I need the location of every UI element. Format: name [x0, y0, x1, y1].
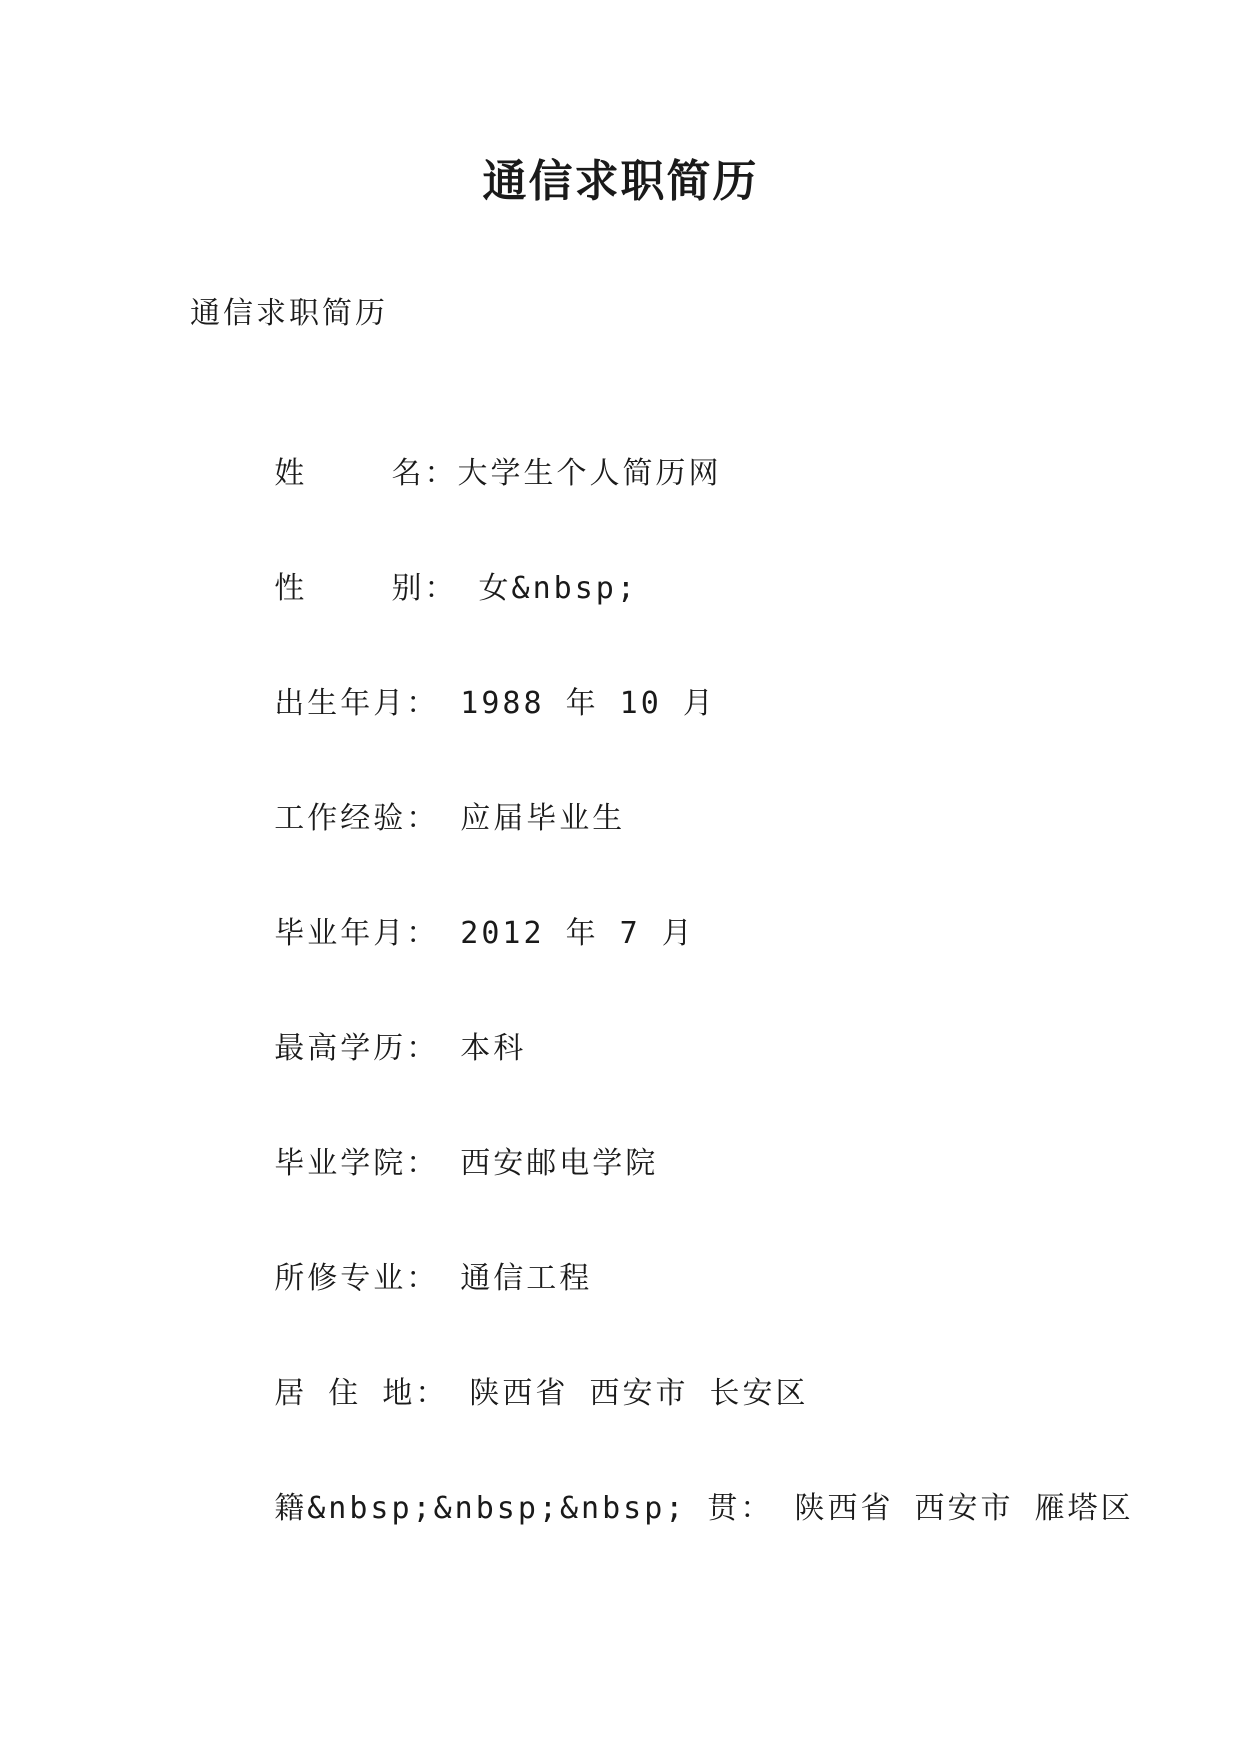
field-value: 西安邮电学院	[439, 1146, 659, 1181]
field-row-native-place	[190, 1443, 1134, 1526]
field-row-gender	[190, 523, 638, 606]
field-label: 毕业学院：	[274, 1146, 440, 1181]
field-value: 应届毕业生	[439, 801, 626, 836]
field-row-name	[190, 408, 722, 491]
document-title: 通信求职简历	[482, 156, 759, 207]
field-value: 女&nbsp;	[457, 571, 638, 606]
field-value: 陕西省 西安市 长安区	[448, 1376, 809, 1411]
field-value: 本科	[439, 1031, 527, 1066]
document-subtitle: 通信求职简历	[190, 296, 388, 331]
field-row-graduation-date	[190, 868, 695, 951]
field-value: 通信工程	[439, 1261, 593, 1296]
field-label: 最高学历：	[274, 1031, 440, 1066]
field-label: 出生年月：	[274, 686, 440, 721]
field-label: 性 别：	[274, 571, 458, 606]
field-value: 2012 年 7 月	[439, 916, 695, 951]
field-label: 姓 名：	[274, 456, 458, 491]
field-label: 所修专业：	[274, 1261, 440, 1296]
field-value: 1988 年 10 月	[439, 686, 716, 721]
field-row-experience	[190, 753, 626, 836]
field-row-college	[190, 1098, 659, 1181]
field-row-birth	[190, 638, 716, 721]
field-row-education	[190, 983, 527, 1066]
field-label: 工作经验：	[274, 801, 440, 836]
field-label: 毕业年月：	[274, 916, 440, 951]
field-value: 大学生个人简历网	[457, 456, 722, 491]
field-label: 籍&nbsp;&nbsp;&nbsp; 贯：	[274, 1491, 774, 1526]
field-label: 居 住 地：	[274, 1376, 449, 1411]
field-row-major	[190, 1213, 593, 1296]
field-row-residence	[190, 1328, 809, 1411]
field-value: 陕西省 西安市 雁塔区	[773, 1491, 1134, 1526]
